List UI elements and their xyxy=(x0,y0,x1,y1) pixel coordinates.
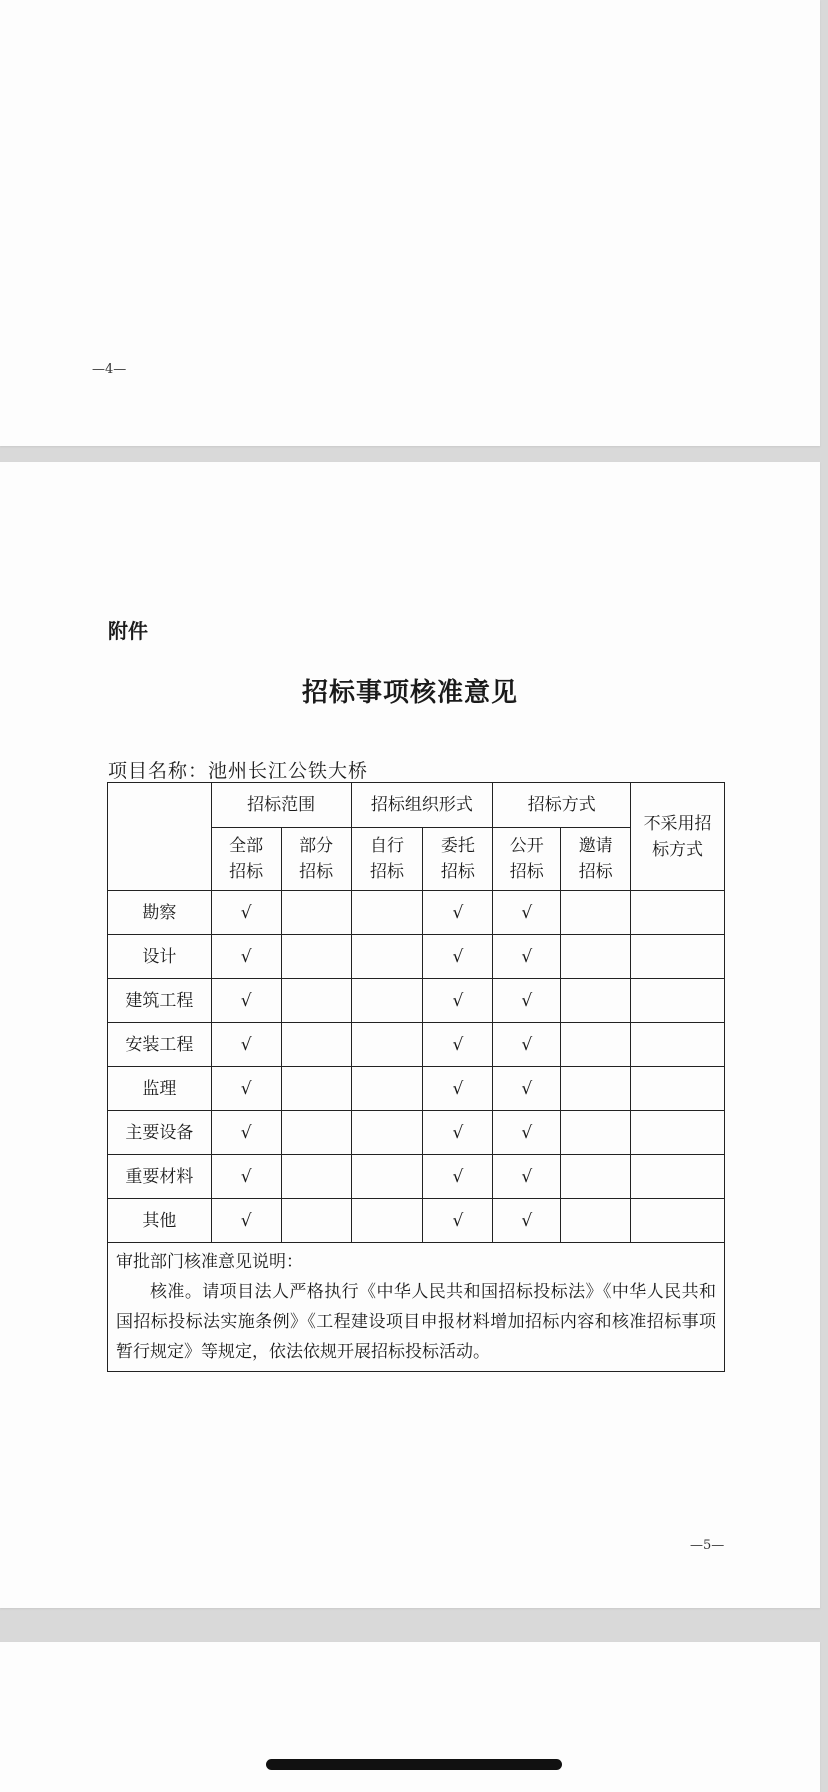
cell-full: √ xyxy=(211,979,281,1023)
table-row xyxy=(108,1199,725,1243)
cell-full: √ xyxy=(211,891,281,935)
subheader-full: 全部招标 xyxy=(211,828,281,891)
header-not-used xyxy=(631,783,725,891)
cell-self xyxy=(351,1111,423,1155)
table-row xyxy=(108,891,725,935)
cell-entrusted: √ xyxy=(423,935,493,979)
document-title: 招标事项核准意见 xyxy=(301,678,518,708)
cell-open: √ xyxy=(493,1155,561,1199)
cell-full: √ xyxy=(211,1067,281,1111)
cell-entrusted: √ xyxy=(423,1155,493,1199)
cell-invited xyxy=(561,891,631,935)
cell-entrusted: √ xyxy=(423,979,493,1023)
home-indicator[interactable] xyxy=(266,1759,562,1770)
cell-partial xyxy=(281,935,351,979)
cell-full: √ xyxy=(211,1155,281,1199)
cell-none xyxy=(631,891,725,935)
cell-invited xyxy=(561,1111,631,1155)
cell-invited xyxy=(561,1199,631,1243)
cell-open: √ xyxy=(493,979,561,1023)
approval-note xyxy=(108,1243,725,1372)
table-row xyxy=(108,1155,725,1199)
cell-none xyxy=(631,979,725,1023)
cell-partial xyxy=(281,1023,351,1067)
cell-entrusted: √ xyxy=(423,1023,493,1067)
previous-page xyxy=(0,0,820,446)
cell-self xyxy=(351,979,423,1023)
attachment-label: 附件 xyxy=(108,619,148,643)
cell-self xyxy=(351,1155,423,1199)
cell-self xyxy=(351,1067,423,1111)
bidding-approval-table xyxy=(107,782,725,1372)
cell-none xyxy=(631,1111,725,1155)
cell-full: √ xyxy=(211,1111,281,1155)
page-number-5: —5— xyxy=(690,1538,725,1553)
cell-open: √ xyxy=(493,1111,561,1155)
cell-open: √ xyxy=(493,1067,561,1111)
approval-note-heading: 审批部门核准意见说明： xyxy=(116,1252,303,1272)
row-label: 设计 xyxy=(108,935,212,979)
header-organization: 招标组织形式 xyxy=(351,783,493,828)
cell-invited xyxy=(561,979,631,1023)
cell-full: √ xyxy=(211,1199,281,1243)
header-not-used-text: 不采用招标方式 xyxy=(643,813,712,860)
cell-partial xyxy=(281,1111,351,1155)
row-label: 主要设备 xyxy=(108,1111,212,1155)
cell-entrusted: √ xyxy=(423,1111,493,1155)
cell-open: √ xyxy=(493,891,561,935)
cell-none xyxy=(631,1067,725,1111)
cell-entrusted: √ xyxy=(423,1199,493,1243)
cell-self xyxy=(351,1199,423,1243)
row-label: 监理 xyxy=(108,1067,212,1111)
row-label: 其他 xyxy=(108,1199,212,1243)
cell-self xyxy=(351,891,423,935)
cell-self xyxy=(351,1023,423,1067)
subheader-open: 公开招标 xyxy=(493,828,561,891)
cell-partial xyxy=(281,1067,351,1111)
cell-partial xyxy=(281,1199,351,1243)
cell-partial xyxy=(281,891,351,935)
project-line xyxy=(108,756,368,783)
approval-note-body: 核准。请项目法人严格执行《中华人民共和国招标投标法》《中华人民共和国招标投标法实施条例》《工程建设项目申报材料增加招标内容和核准招标事项暂行规定》等规定，依法依规开展招标投标活动。 xyxy=(116,1282,716,1362)
table-row xyxy=(108,1067,725,1111)
cell-open: √ xyxy=(493,935,561,979)
cell-none xyxy=(631,1199,725,1243)
cell-self xyxy=(351,935,423,979)
header-scope: 招标范围 xyxy=(211,783,351,828)
table-row xyxy=(108,935,725,979)
cell-none xyxy=(631,935,725,979)
table-row xyxy=(108,1111,725,1155)
row-label: 勘察 xyxy=(108,891,212,935)
header-method: 招标方式 xyxy=(493,783,631,828)
subheader-invited: 邀请招标 xyxy=(561,828,631,891)
cell-open: √ xyxy=(493,1199,561,1243)
row-label: 建筑工程 xyxy=(108,979,212,1023)
cell-invited xyxy=(561,935,631,979)
project-name: 池州长江公铁大桥 xyxy=(208,760,369,782)
cell-entrusted: √ xyxy=(423,1067,493,1111)
row-label: 安装工程 xyxy=(108,1023,212,1067)
corner-cell xyxy=(108,783,212,891)
cell-invited xyxy=(561,1067,631,1111)
project-label: 项目名称： xyxy=(108,760,209,782)
cell-open: √ xyxy=(493,1023,561,1067)
cell-entrusted: √ xyxy=(423,891,493,935)
subheader-partial: 部分招标 xyxy=(281,828,351,891)
cell-invited xyxy=(561,1023,631,1067)
subheader-entrusted: 委托招标 xyxy=(423,828,493,891)
cell-partial xyxy=(281,1155,351,1199)
cell-full: √ xyxy=(211,1023,281,1067)
cell-none xyxy=(631,1023,725,1067)
table-row xyxy=(108,979,725,1023)
table-row xyxy=(108,1023,725,1067)
cell-invited xyxy=(561,1155,631,1199)
row-label: 重要材料 xyxy=(108,1155,212,1199)
cell-full: √ xyxy=(211,935,281,979)
subheader-self: 自行招标 xyxy=(351,828,423,891)
cell-none xyxy=(631,1155,725,1199)
page-number-4: —4— xyxy=(92,362,127,377)
cell-partial xyxy=(281,979,351,1023)
